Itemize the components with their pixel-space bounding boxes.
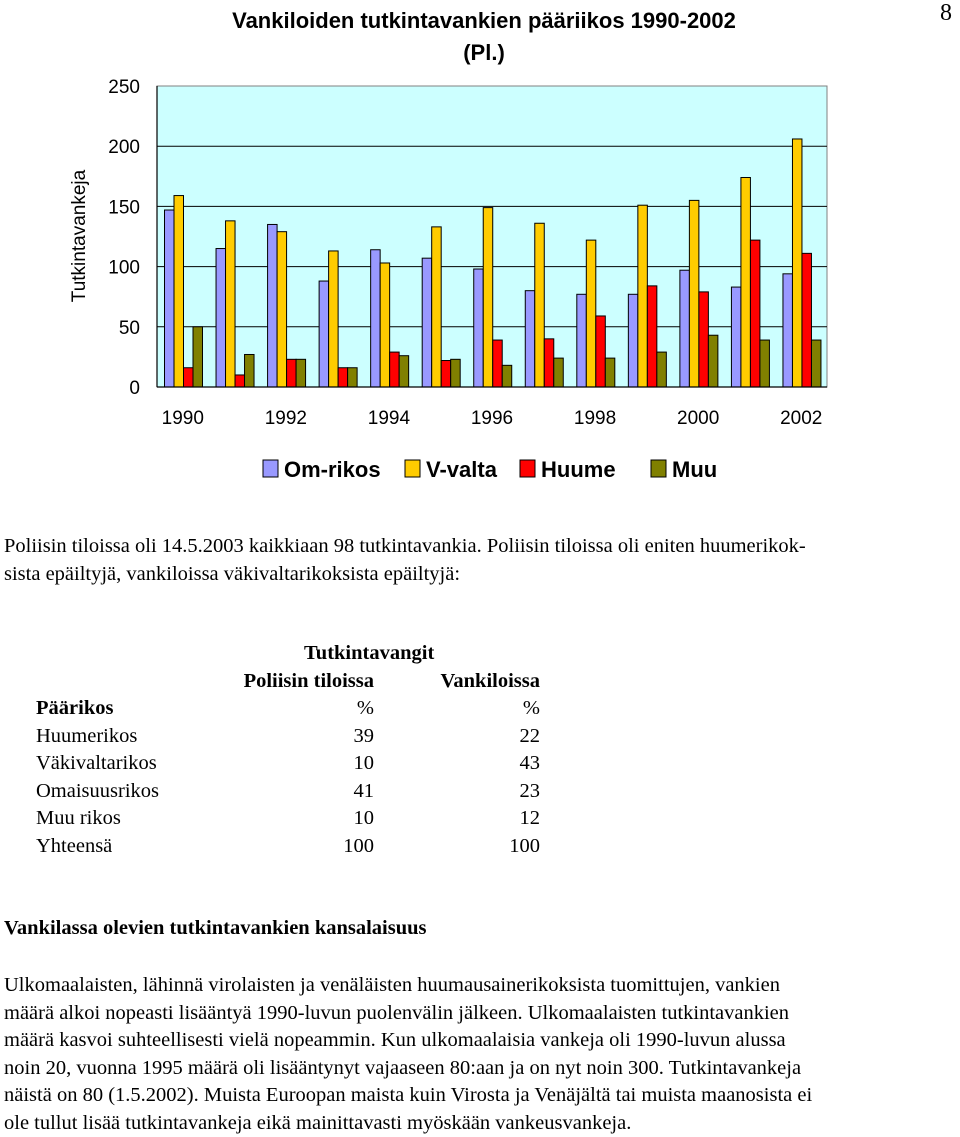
bar-huume-1999 <box>647 286 657 387</box>
table-group-header-row <box>36 640 540 668</box>
intro-line-2: sista epäiltyjä, vankiloissa väkivaltarikoksista epäiltyjä: <box>4 563 461 585</box>
bar-om-rikos-1990 <box>165 210 175 387</box>
row-police-value: 41 <box>353 779 374 802</box>
col-header-police: Poliisin tiloissa <box>243 669 374 692</box>
bar-huume-1995 <box>441 361 451 387</box>
legend-swatch-huume <box>520 460 535 477</box>
row-header: Päärikos <box>36 697 114 720</box>
section-heading: Vankilassa olevien tutkintavankien kansalaisuus <box>4 917 427 939</box>
bar-huume-1997 <box>544 339 554 387</box>
bar-huume-2002 <box>802 253 812 387</box>
bar-muu-2000 <box>708 335 718 387</box>
bar-v-valta-2001 <box>741 178 751 387</box>
body-line-5: näistä on 80 (1.5.2002). Muista Euroopan maista kuin Virosta ja Venäjältä tai muista maanosista ei <box>4 1084 813 1106</box>
row-police-value: 10 <box>353 807 374 830</box>
bar-huume-2001 <box>750 240 760 387</box>
intro-paragraph <box>4 532 956 588</box>
legend <box>263 457 717 482</box>
intro-line-1: Poliisin tiloissa oli 14.5.2003 kaikkiaan 98 tutkintavankia. Poliisin tiloissa oli eniten huumerikok- <box>4 535 806 557</box>
x-tick-label: 1990 <box>161 408 204 429</box>
bar-v-valta-2002 <box>792 139 802 387</box>
bar-om-rikos-1994 <box>371 250 381 387</box>
x-tick-label: 1992 <box>264 408 307 429</box>
y-tick-label: 150 <box>108 197 140 219</box>
bar-om-rikos-1997 <box>525 291 535 387</box>
bar-v-valta-1997 <box>535 223 545 387</box>
bar-muu-2001 <box>760 340 770 387</box>
y-tick-label: 200 <box>108 137 140 159</box>
x-tick-label: 2000 <box>677 408 720 429</box>
body-line-3: määrä kasvoi suhteellisesti vielä nopeammin. Kun ulkomaalaisia vankeja oli 1990-luvun alussa <box>4 1029 786 1051</box>
row-police-value: 100 <box>343 834 374 857</box>
col-header-prison: Vankiloissa <box>440 669 540 692</box>
row-police-value: 39 <box>353 724 374 747</box>
legend-swatch-v-valta <box>405 460 420 477</box>
bar-muu-1993 <box>348 368 358 387</box>
row-prison-value: 22 <box>519 724 540 747</box>
legend-label-v-valta: V-valta <box>426 457 497 482</box>
bar-muu-2002 <box>811 340 821 387</box>
bar-v-valta-1998 <box>586 240 596 387</box>
row-prison-value: 100 <box>509 834 540 857</box>
bar-huume-1991 <box>235 375 245 387</box>
bar-v-valta-1999 <box>638 205 648 387</box>
x-tick-label: 1998 <box>573 408 617 429</box>
y-tick-label: 0 <box>129 378 140 399</box>
bar-om-rikos-1995 <box>422 258 432 387</box>
bar-om-rikos-1996 <box>474 269 484 387</box>
legend-swatch-om-rikos <box>263 460 278 477</box>
table-row <box>36 750 540 778</box>
bar-huume-1994 <box>390 352 400 387</box>
y-tick-label: 50 <box>118 317 140 339</box>
x-tick-label: 1996 <box>470 408 514 429</box>
bar-huume-1996 <box>493 340 503 387</box>
bar-muu-1995 <box>451 359 461 387</box>
row-label: Omaisuusrikos <box>36 779 159 802</box>
bar-muu-1996 <box>502 365 512 387</box>
bar-om-rikos-2001 <box>731 287 741 387</box>
bar-huume-1993 <box>338 368 348 387</box>
row-label: Muu rikos <box>36 807 121 830</box>
bar-om-rikos-1998 <box>577 294 587 387</box>
bar-huume-2000 <box>699 292 709 387</box>
bar-v-valta-1992 <box>277 232 287 387</box>
legend-label-om-rikos: Om-rikos <box>284 457 381 482</box>
bar-om-rikos-2000 <box>680 270 690 387</box>
bar-v-valta-1996 <box>483 208 493 387</box>
bar-huume-1992 <box>287 359 297 387</box>
y-tick-label: 100 <box>108 257 140 279</box>
row-prison-value: 23 <box>519 779 540 802</box>
table-column-header-row <box>36 668 540 696</box>
body-line-2: määrä alkoi nopeasti lisääntyä 1990-luvun puolenvälin jälkeen. Ulkomaalaisten tutkintavankien <box>4 1001 790 1024</box>
bar-muu-1991 <box>245 354 255 387</box>
bar-v-valta-2000 <box>689 200 699 387</box>
row-label: Väkivaltarikos <box>36 752 157 775</box>
bar-om-rikos-1999 <box>628 294 638 387</box>
bar-om-rikos-1992 <box>268 224 278 387</box>
table-row <box>36 805 540 833</box>
unit-prison: % <box>522 697 540 720</box>
row-police-value: 10 <box>353 752 374 775</box>
bar-v-valta-1995 <box>432 227 442 387</box>
bar-v-valta-1993 <box>329 251 339 387</box>
bar-huume-1990 <box>184 368 194 387</box>
bar-chart <box>0 0 960 500</box>
row-prison-value: 12 <box>519 807 540 830</box>
y-tick-label: 250 <box>108 77 140 98</box>
bar-muu-1990 <box>193 327 203 387</box>
bar-om-rikos-1991 <box>216 249 226 387</box>
bar-muu-1999 <box>657 352 667 387</box>
unit-police: % <box>356 697 374 720</box>
bar-muu-1997 <box>554 358 564 387</box>
bar-v-valta-1994 <box>380 263 390 387</box>
table-group-header: Tutkintavangit <box>304 642 435 665</box>
bar-om-rikos-2002 <box>783 274 793 387</box>
chart-title-line-1: Vankiloiden tutkintavankien pääriikos 1990-2002 <box>232 8 736 33</box>
legend-label-huume: Huume <box>541 457 616 482</box>
bar-huume-1998 <box>596 316 606 387</box>
bar-muu-1994 <box>399 356 409 387</box>
bar-muu-1992 <box>296 359 306 387</box>
y-axis-label: Tutkintavankeja <box>69 169 90 303</box>
chart-title-line-2: (Pl.) <box>463 40 505 65</box>
body-line-1: Ulkomaalaisten, lähinnä virolaisten ja venäläisten huumausainerikoksista tuomittujen, vankien <box>4 974 780 996</box>
custody-table <box>36 640 540 860</box>
table-row <box>36 778 540 806</box>
bar-muu-1998 <box>605 358 615 387</box>
legend-label-muu: Muu <box>672 457 718 482</box>
x-tick-label: 1994 <box>367 408 411 429</box>
row-label: Huumerikos <box>36 724 138 747</box>
table-unit-row <box>36 695 540 723</box>
legend-swatch-muu <box>651 460 666 477</box>
page-number: 8 <box>940 0 952 26</box>
body-line-4: noin 20, vuonna 1995 määrä oli lisääntynyt vajaaseen 80:aan ja on nyt noin 300. Tutkintavankeja <box>4 1056 802 1079</box>
body-paragraph <box>4 972 956 1137</box>
row-label: Yhteensä <box>36 834 113 857</box>
bar-v-valta-1991 <box>226 221 236 387</box>
table-row <box>36 833 540 861</box>
bar-v-valta-1990 <box>174 196 184 387</box>
x-tick-label: 2002 <box>780 408 823 429</box>
table-row <box>36 723 540 751</box>
body-line-6: ole tullut lisää tutkintavankeja eikä mainittavasti myöskään vankeusvankeja. <box>4 1111 632 1134</box>
row-prison-value: 43 <box>519 752 540 775</box>
bar-om-rikos-1993 <box>319 281 329 387</box>
